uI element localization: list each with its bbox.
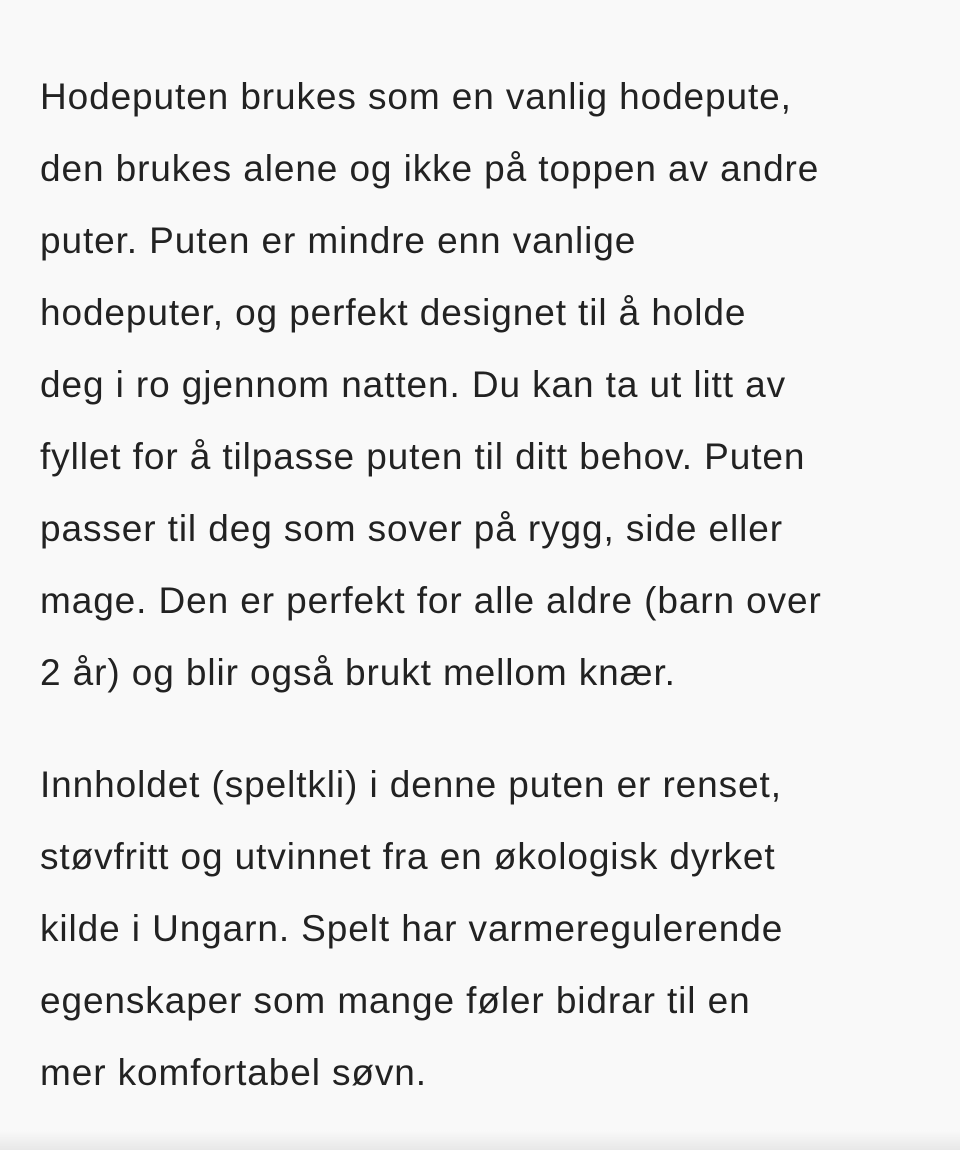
text-line: puter. Puten er mindre enn vanlige <box>40 220 637 261</box>
text-line: kilde i Ungarn. Spelt har varmeregulerende <box>40 908 784 949</box>
text-line: passer til deg som sover på rygg, side eller <box>40 508 783 549</box>
text-line: Hodeputen brukes som en vanlig hodepute, <box>40 76 792 117</box>
text-line: deg i ro gjennom natten. Du kan ta ut litt av <box>40 364 786 405</box>
text-line: 2 år) og blir også brukt mellom knær. <box>40 652 676 693</box>
product-description <box>40 61 960 1149</box>
description-paragraph-usage <box>40 61 960 709</box>
text-line: fyllet for å tilpasse puten til ditt behov. Puten <box>40 436 806 477</box>
text-line: Innholdet (speltkli) i denne puten er renset, <box>40 764 782 805</box>
text-line: hodeputer, og perfekt designet til å holde <box>40 292 747 333</box>
text-line: mer komfortabel søvn. <box>40 1052 427 1093</box>
text-line: egenskaper som mange føler bidrar til en <box>40 980 751 1021</box>
text-line: mage. Den er perfekt for alle aldre (barn over <box>40 580 822 621</box>
text-line: støvfritt og utvinnet fra en økologisk dyrket <box>40 836 776 877</box>
bottom-bar-shadow <box>0 1130 960 1150</box>
text-line: den brukes alene og ikke på toppen av andre <box>40 148 820 189</box>
description-paragraph-contents <box>40 749 960 1109</box>
